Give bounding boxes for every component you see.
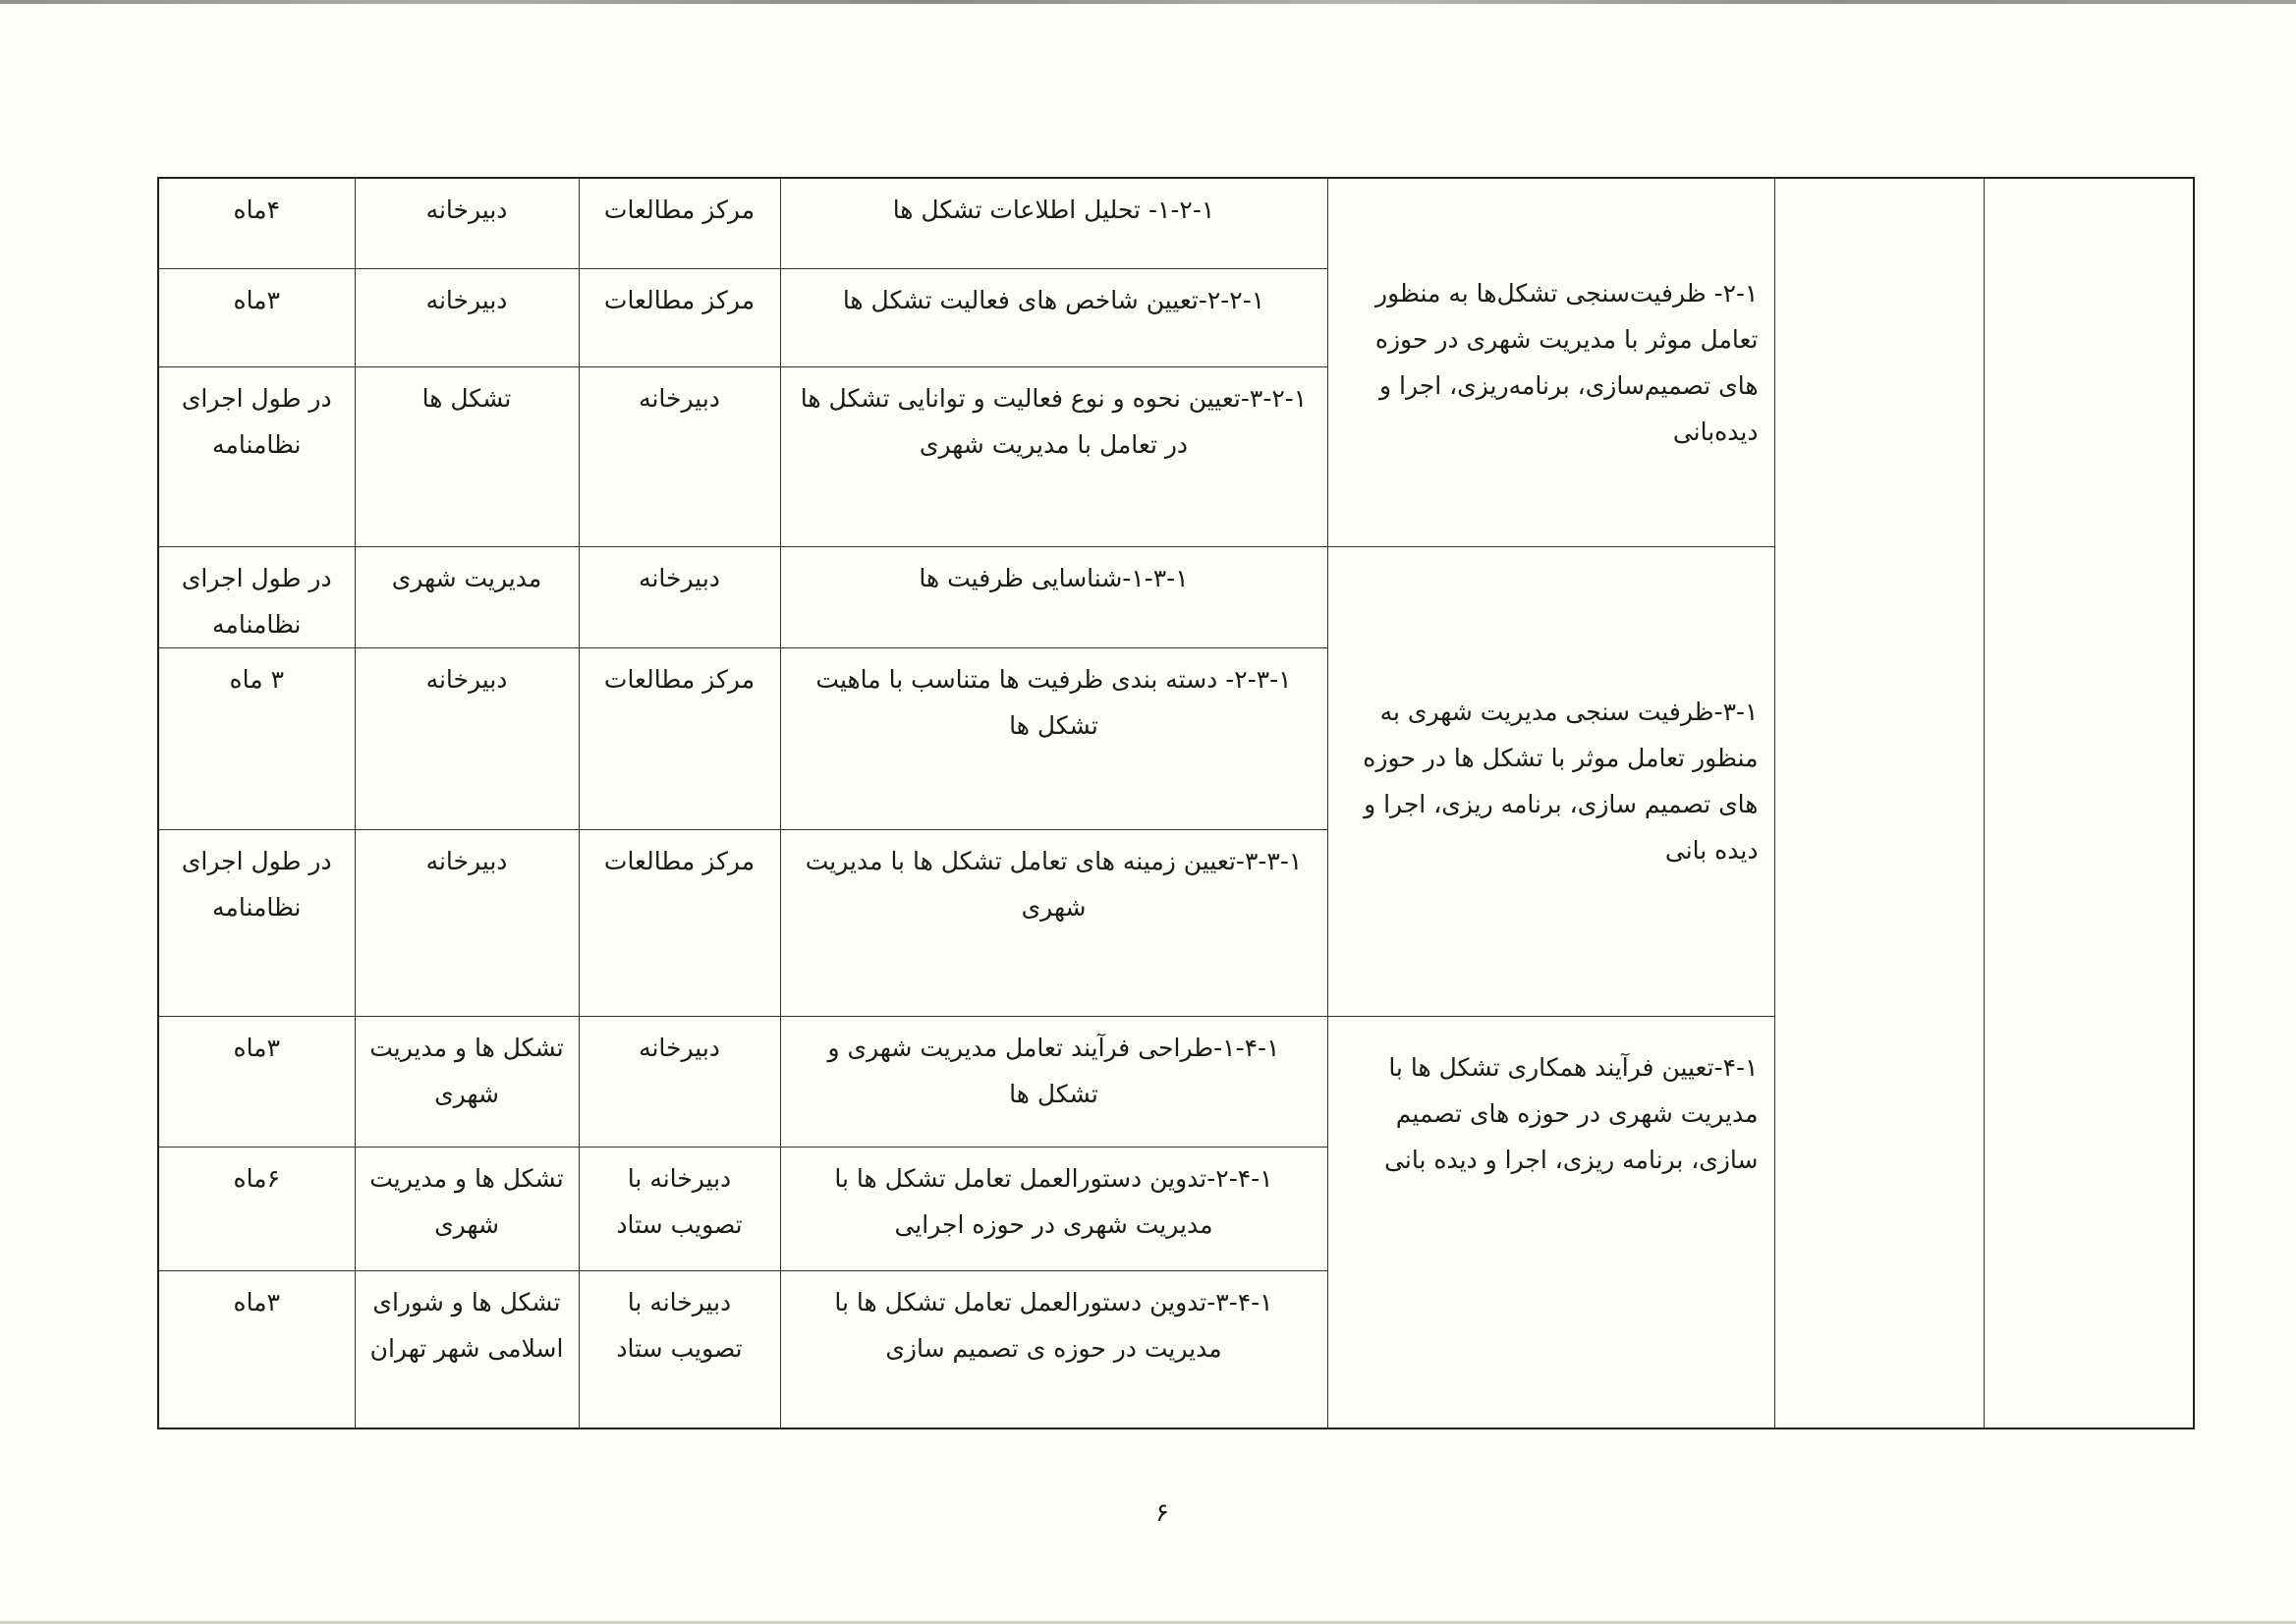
- duration-cell: ۳ماه: [158, 1016, 355, 1147]
- partner-cell: مدیریت شهری: [355, 546, 579, 647]
- duration-cell: ۳ماه: [158, 268, 355, 366]
- partner-cell: دبیرخانه: [355, 829, 579, 1016]
- activity-cell: ۲-۴-۱-تدوین دستورالعمل تعامل تشکل ها با مدیریت شهری در حوزه اجرایی: [780, 1147, 1327, 1270]
- partner-cell: دبیرخانه: [355, 647, 579, 829]
- scan-edge-top: [0, 0, 2296, 4]
- activity-cell: ۲-۳-۱- دسته بندی ظرفیت ها متناسب با ماهیت تشکل ها: [780, 647, 1327, 829]
- activity-cell: ۱-۴-۱-طراحی فرآیند تعامل مدیریت شهری و تشکل ها: [780, 1016, 1327, 1147]
- responsible-cell: دبیرخانه: [579, 546, 780, 647]
- duration-cell: ۳ ماه: [158, 647, 355, 829]
- activity-cell: ۳-۲-۱-تعیین نحوه و نوع فعالیت و توانایی تشکل ها در تعامل با مدیریت شهری: [780, 366, 1327, 546]
- duration-cell: در طول اجرای نظامنامه: [158, 829, 355, 1016]
- partner-cell: تشکل ها و مدیریت شهری: [355, 1147, 579, 1270]
- activity-cell: ۲-۲-۱-تعیین شاخص های فعالیت تشکل ها: [780, 268, 1327, 366]
- partner-cell: تشکل ها: [355, 366, 579, 546]
- responsible-cell: دبیرخانه: [579, 1016, 780, 1147]
- duration-cell: ۴ماه: [158, 178, 355, 268]
- responsible-cell: مرکز مطالعات: [579, 178, 780, 268]
- activity-cell: ۳-۳-۱-تعیین زمینه های تعامل تشکل ها با مدیریت شهری: [780, 829, 1327, 1016]
- responsible-cell: مرکز مطالعات: [579, 647, 780, 829]
- goal-cell: ۳-۱-ظرفیت سنجی مدیریت شهری به منظور تعامل موثر با تشکل ها در حوزه های تصمیم سازی، برنامه ریزی، اجرا و دیده بانی: [1327, 546, 1774, 1016]
- partner-cell: تشکل ها و مدیریت شهری: [355, 1016, 579, 1147]
- empty-column-cell: [1774, 178, 1984, 1428]
- table-row: [158, 178, 2194, 268]
- activity-cell: ۱-۳-۱-شناسایی ظرفیت ها: [780, 546, 1327, 647]
- responsible-cell: دبیرخانه با تصویب ستاد: [579, 1147, 780, 1270]
- partner-cell: تشکل ها و شورای اسلامی شهر تهران: [355, 1270, 579, 1428]
- duration-cell: در طول اجرای نظامنامه: [158, 546, 355, 647]
- goal-cell: ۲-۱- ظرفیت‌سنجی تشکل‌ها به منظور تعامل موثر با مدیریت شهری در حوزه های تصمیم‌سازی، برنامه‌ریزی، اجرا و دیده‌بانی: [1327, 178, 1774, 546]
- responsible-cell: مرکز مطالعات: [579, 829, 780, 1016]
- partner-cell: دبیرخانه: [355, 268, 579, 366]
- empty-column-cell: [1984, 178, 2194, 1428]
- partner-cell: دبیرخانه: [355, 178, 579, 268]
- goal-cell: ۴-۱-تعیین فرآیند همکاری تشکل ها با مدیریت شهری در حوزه های تصمیم سازی، برنامه ریزی، اجرا و دیده بانی: [1327, 1016, 1774, 1428]
- responsible-cell: دبیرخانه: [579, 366, 780, 546]
- duration-cell: ۶ماه: [158, 1147, 355, 1270]
- action-plan-table: [157, 177, 2195, 1429]
- duration-cell: ۳ماه: [158, 1270, 355, 1428]
- duration-cell: در طول اجرای نظامنامه: [158, 366, 355, 546]
- responsible-cell: مرکز مطالعات: [579, 268, 780, 366]
- activity-cell: ۳-۴-۱-تدوین دستورالعمل تعامل تشکل ها با مدیریت در حوزه ی تصمیم سازی: [780, 1270, 1327, 1428]
- responsible-cell: دبیرخانه با تصویب ستاد: [579, 1270, 780, 1428]
- page-number: ۶: [1155, 1498, 1169, 1528]
- activity-cell: ۱-۲-۱- تحلیل اطلاعات تشکل ها: [780, 178, 1327, 268]
